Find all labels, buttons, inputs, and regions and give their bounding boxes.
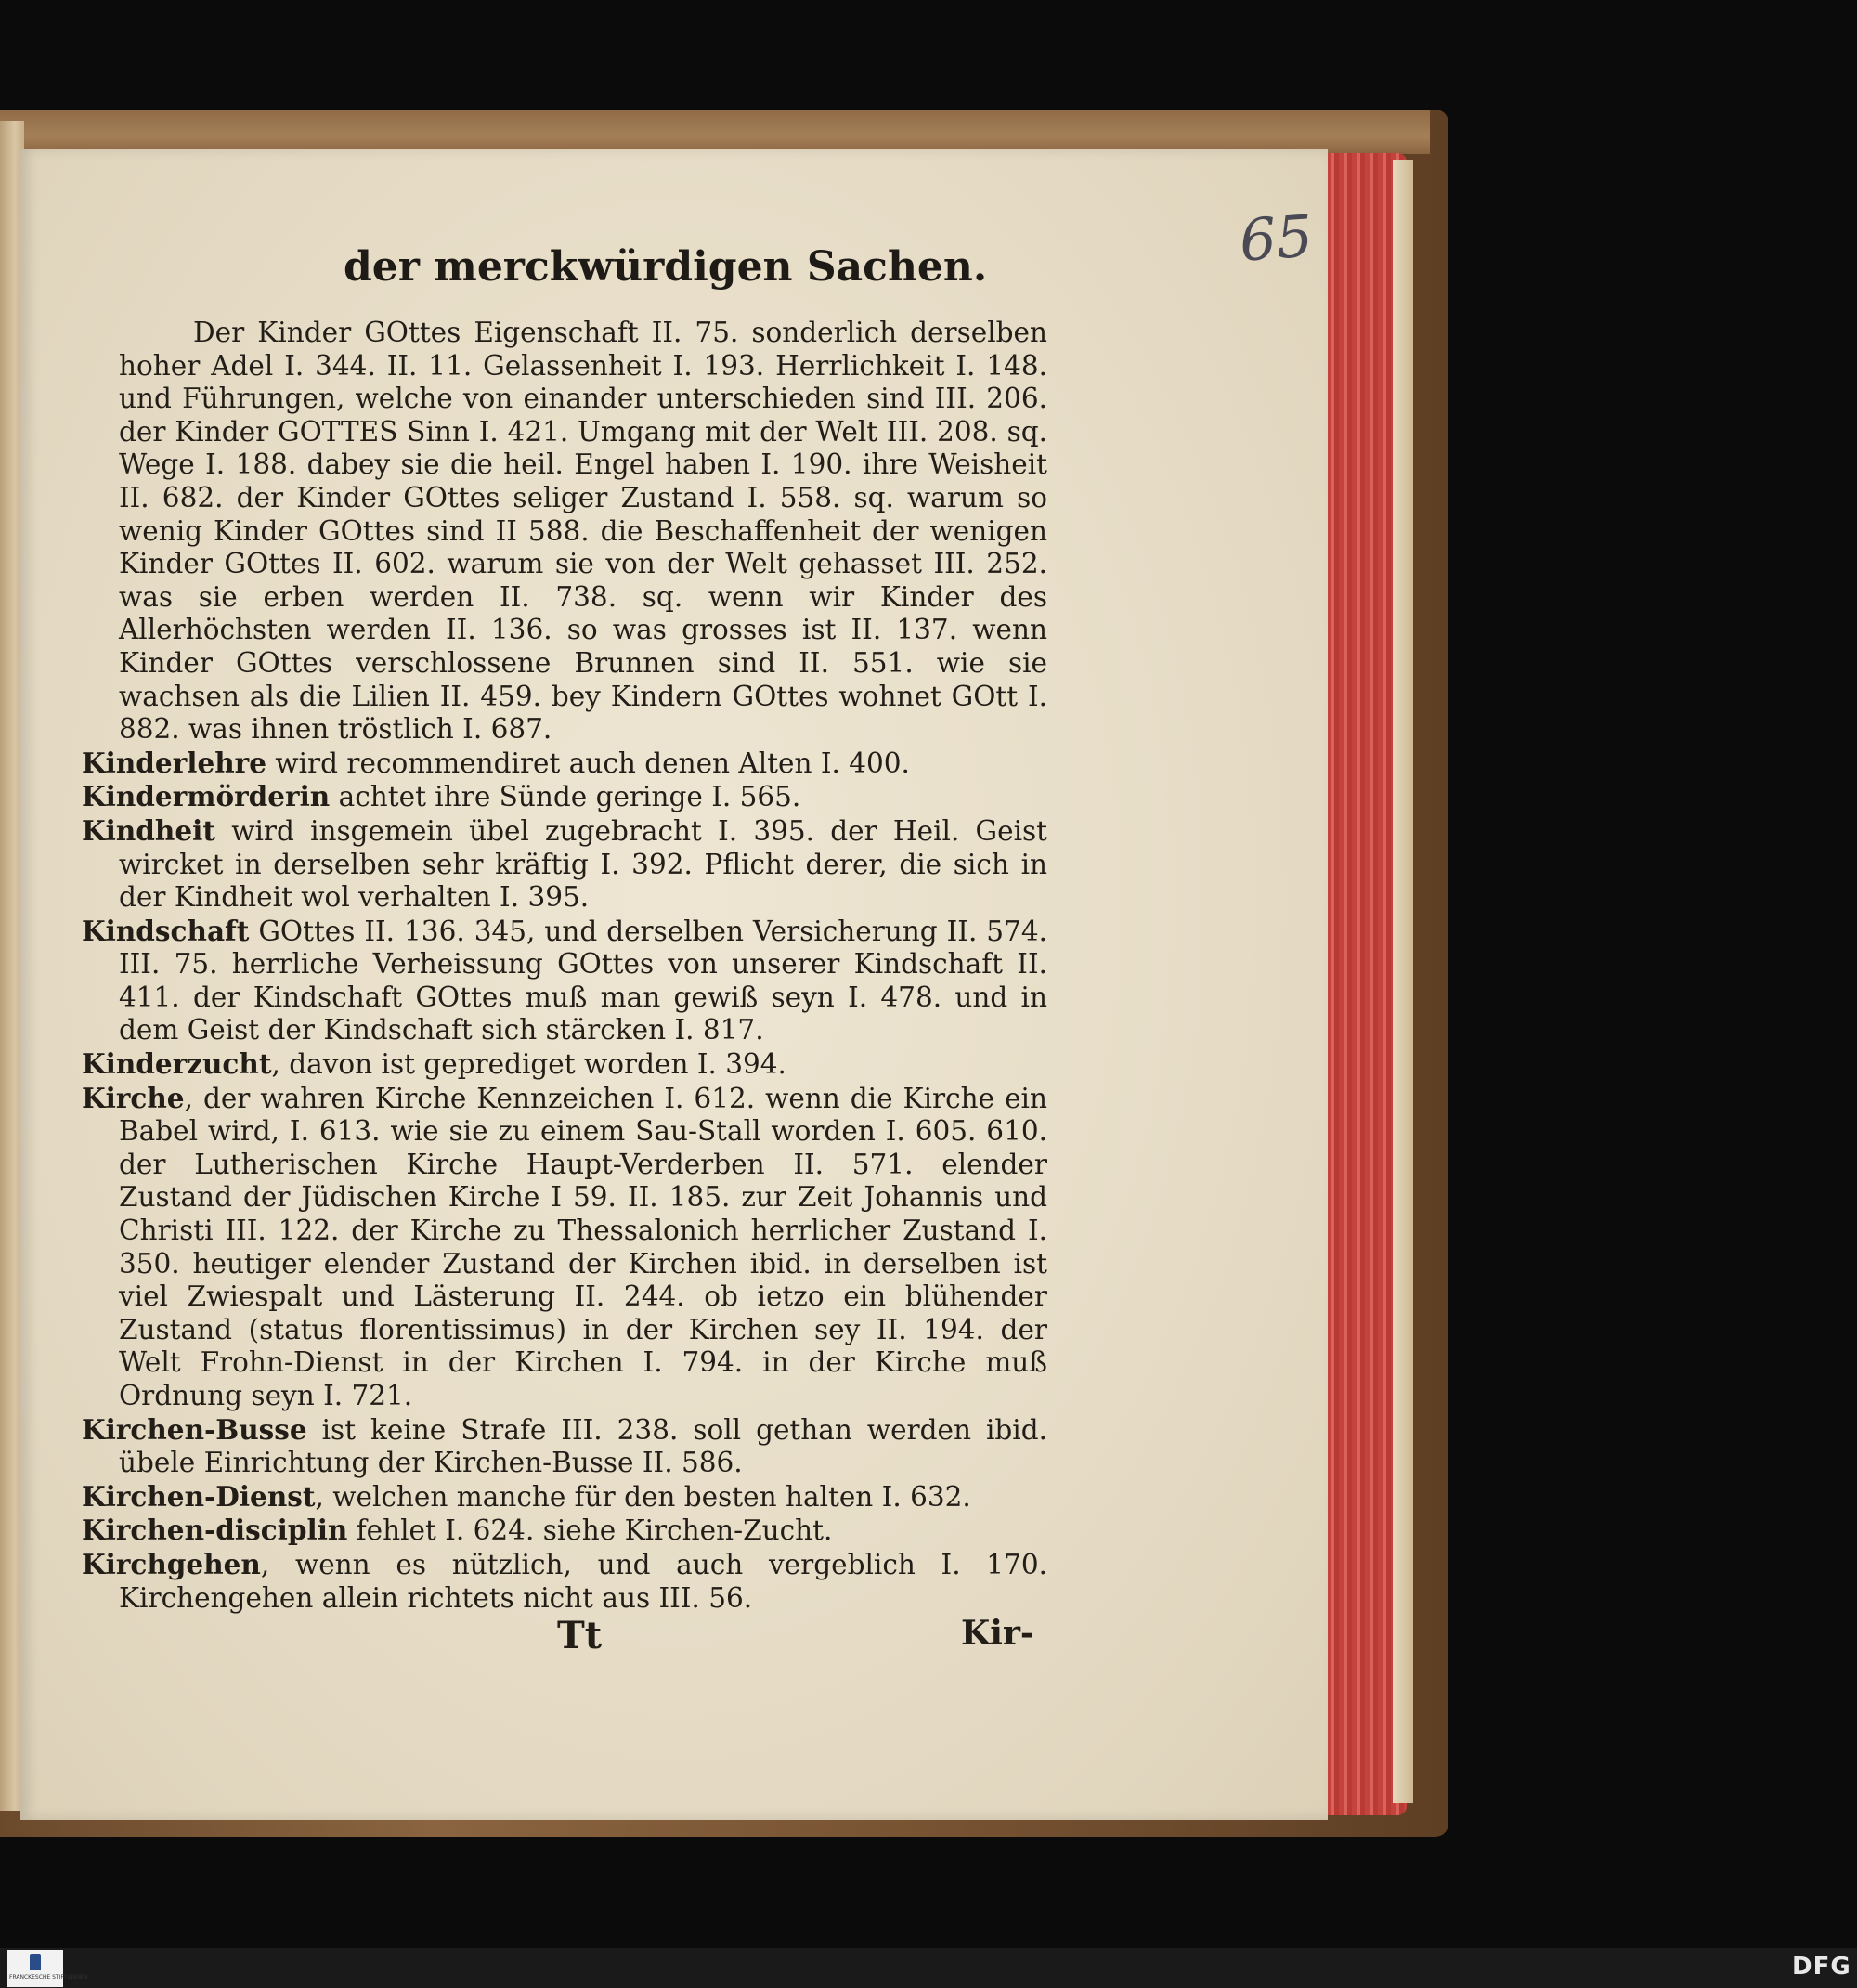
dfg-logo[interactable]: DFG bbox=[1792, 1953, 1851, 1981]
index-entry-text: achtet ihre Sünde geringe I. 565. bbox=[330, 781, 801, 813]
index-entry-text: Der Kinder GOttes Eigenschaft II. 75. sonderlich derselben hoher Adel I. 344. II. 11. Gelassenheit I. 193. Herrlichkeit I. 148. und Führungen, welche von einander unterschieden sind III. 206. der Kinder GOTTES Sinn I. 421. Umgang mit der Welt III. 208. sq. Wege I. 188. dabey sie die heil. Engel haben I. 190. ihre Weisheit II. 682. der Kinder GOttes seliger Zustand I. 558. sq. warum so wenig Kinder GOttes sind II 588. die Beschaffenheit der wenigen Kinder GOttes II. 602. warum sie von der Welt gehasset III. 252. was sie erben werden II. 738. sq. wenn wir Kinder des Allerhöchsten werden II. 136. so was grosses ist II. 137. wenn Kinder GOttes verschlossene Brunnen sind II. 551. wie sie wachsen als die Lilien II. 459. bey Kindern GOttes wohnet GOtt I. 882. was ihnen tröstlich I. 687. bbox=[119, 317, 1047, 746]
page-stack-edge bbox=[1393, 160, 1413, 1803]
franckesche-stiftungen-logo[interactable] bbox=[7, 1950, 88, 1987]
handwritten-page-number: 65 bbox=[1237, 201, 1316, 275]
index-term: Kirchen-Busse bbox=[82, 1412, 307, 1446]
index-term: Kirchen-disciplin bbox=[82, 1514, 348, 1547]
viewer-footer-bar bbox=[0, 1948, 1857, 1988]
index-term: Kirche bbox=[82, 1081, 185, 1114]
logo-text: FRANCKESCHE STIFTUNGEN bbox=[9, 1974, 88, 1981]
running-head: der merckwürdigen Sachen. bbox=[344, 243, 988, 291]
index-entry bbox=[82, 1480, 1047, 1514]
index-entry-text: fehlet I. 624. siehe Kirchen-Zucht. bbox=[347, 1514, 833, 1547]
index-entry bbox=[82, 915, 1047, 1047]
index-entry bbox=[82, 316, 1047, 747]
index-text-block bbox=[82, 316, 1047, 1615]
index-entry bbox=[82, 1082, 1047, 1413]
index-entry-text: , wenn es nützlich, und auch vergeblich I. 170. Kirchengehen allein richtets nicht aus III. 56. bbox=[119, 1548, 1047, 1614]
index-entry bbox=[82, 1413, 1047, 1480]
index-term: Kindermörderin bbox=[82, 780, 331, 813]
index-entry bbox=[82, 747, 1047, 781]
catchword: Kir- bbox=[961, 1614, 1034, 1653]
index-term: Kirchen-Dienst bbox=[82, 1479, 316, 1513]
index-term: Kinderlehre bbox=[82, 746, 266, 779]
index-entry-text: ist keine Strafe III. 238. soll gethan werden ibid. übele Einrichtung der Kirchen-Busse II. 586. bbox=[119, 1413, 1047, 1479]
index-entry-text: , davon ist geprediget worden I. 394. bbox=[271, 1048, 786, 1081]
index-entry bbox=[82, 780, 1047, 814]
index-entry bbox=[82, 814, 1047, 915]
index-entry-text: , der wahren Kirche Kennzeichen I. 612. wenn die Kirche ein Babel wird, I. 613. wie sie zu einem Sau-Stall worden I. 605. 610. der Lutherischen Kirche Haupt-Verderben II. 571. elender Zustand der Jüdischen Kirche I 59. II. 185. zur Zeit Johannis und Christi III. 122. der Kirche zu Thessalonich herrlicher Zustand I. 350. heutiger elender Zustand der Kirchen ibid. in derselben ist viel Zwiespalt und Lästerung II. 244. ob ietzo ein blühender Zustand (status florentissimus) in der Kirchen sey II. 194. der Welt Frohn-Dienst in der Kirchen I. 794. in der Kirche muß Ordnung seyn I. 721. bbox=[119, 1082, 1047, 1411]
index-term: Kindheit bbox=[82, 813, 215, 847]
index-entry-text: wird recommendiret auch denen Alten I. 400. bbox=[266, 747, 910, 779]
index-entry-text: , welchen manche für den besten halten I. 632. bbox=[315, 1480, 971, 1513]
building-icon bbox=[30, 1954, 41, 1970]
index-entry bbox=[82, 1514, 1047, 1548]
index-entry-text: wird insgemein übel zugebracht I. 395. der Heil. Geist wircket in derselben sehr kräftig I. 392. Pflicht derer, die sich in der Kindheit wol verhalten I. 395. bbox=[119, 814, 1047, 914]
index-term: Kindschaft bbox=[82, 914, 250, 947]
index-entry-text: GOttes II. 136. 345, und derselben Versicherung II. 574. III. 75. herrliche Verheissung GOttes von unserer Kindschaft II. 411. der Kindschaft GOttes muß man gewiß seyn I. 478. und in dem Geist der Kindschaft sich stärcken I. 817. bbox=[119, 915, 1047, 1046]
signature-mark: Tt bbox=[557, 1614, 603, 1657]
index-term: Kirchgehen bbox=[82, 1547, 261, 1580]
index-entry bbox=[82, 1548, 1047, 1615]
index-entry bbox=[82, 1047, 1047, 1082]
index-term: Kinderzucht bbox=[82, 1047, 272, 1081]
book-cover-top-edge bbox=[0, 110, 1430, 154]
